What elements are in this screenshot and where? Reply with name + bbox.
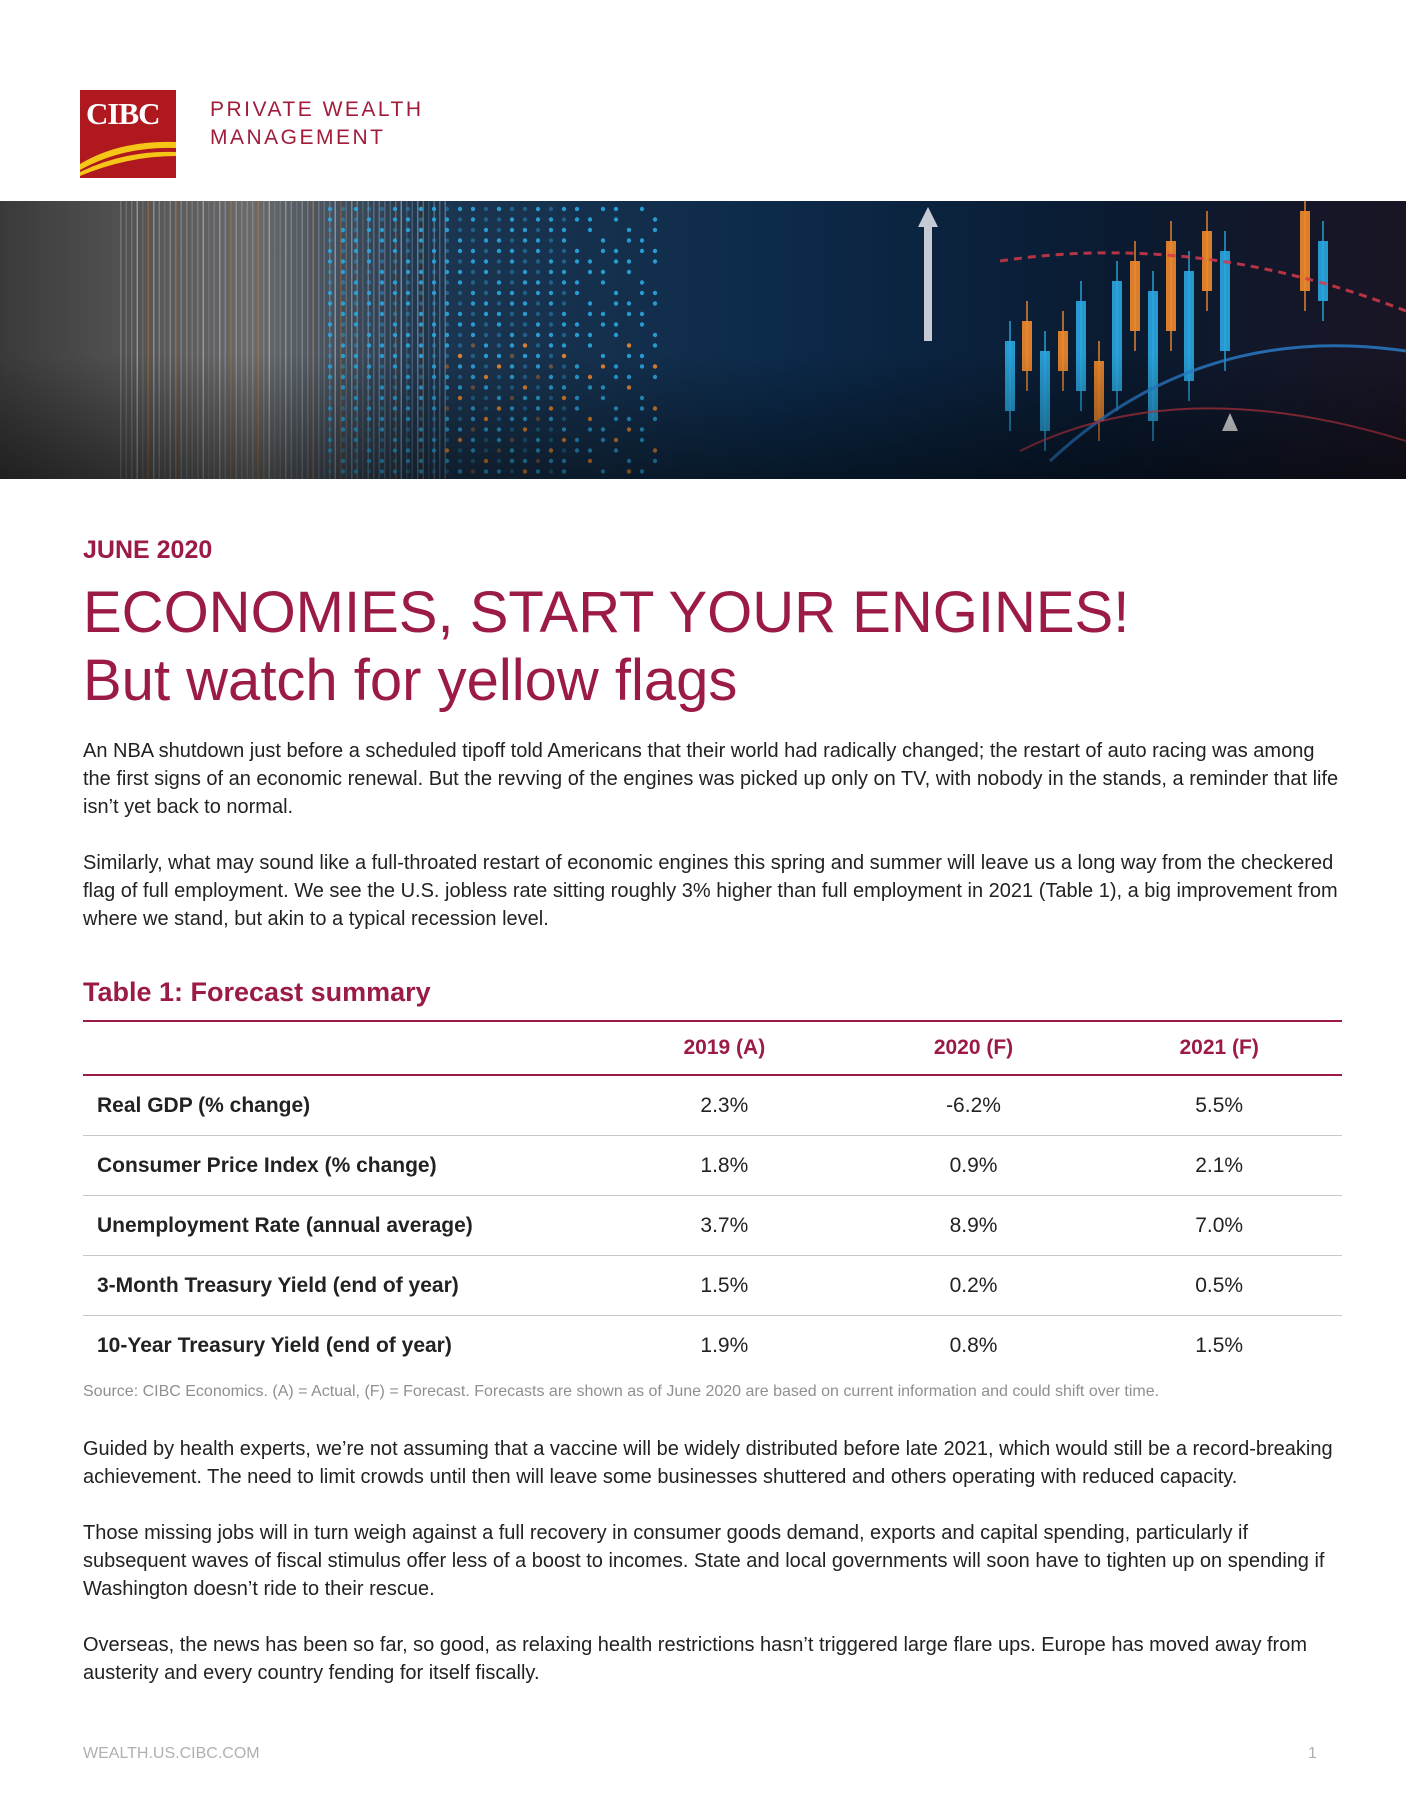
table-cell: 3.7% — [598, 1196, 851, 1256]
table-cell: 0.5% — [1096, 1256, 1342, 1316]
header-cell-blank — [83, 1021, 598, 1075]
table-source-note: Source: CIBC Economics. (A) = Actual, (F) = Forecast. Forecasts are shown as of June 2020 are based on current information and could shift over time. — [83, 1383, 1160, 1400]
brand-name — [210, 96, 424, 152]
table-cell: 0.9% — [851, 1136, 1097, 1196]
article-title — [83, 579, 1343, 715]
header-cell-2019: 2019 (A) — [598, 1021, 851, 1075]
table-row — [83, 1075, 1342, 1136]
table-cell: 0.2% — [851, 1256, 1097, 1316]
logo-text: CIBC — [86, 96, 160, 131]
paragraph-1: An NBA shutdown just before a scheduled tipoff told Americans that their world had radically changed; the restart of auto racing was among the first signs of an economic renewal. But the revving of the engines was picked up only on TV, with nobody in the stands, a reminder that life isn’t yet back to normal. — [83, 740, 1339, 818]
table-cell: 1.9% — [700, 1333, 749, 1357]
row-label: Real GDP (% change) — [83, 1075, 598, 1136]
paragraph-4: Those missing jobs will in turn weigh against a full recovery in consumer goods demand, exports and capital spending, particularly if subsequent waves of fiscal stimulus offer less of a boost to incomes. State and local governments will soon have to tighten up on spending if Washington doesn’t ride to their rescue. — [83, 1522, 1325, 1600]
header-cell-2020: 2020 (F) — [851, 1021, 1097, 1075]
table-cell: -6.2% — [851, 1075, 1097, 1136]
table-cell: 1.8% — [598, 1136, 851, 1196]
footer-website-link[interactable]: WEALTH.US.CIBC.COM — [83, 1745, 260, 1762]
table-cell: 1.5% — [1195, 1333, 1244, 1357]
cibc-logo[interactable] — [80, 90, 176, 178]
table-cell: 5.5% — [1096, 1075, 1342, 1136]
row-label: 10-Year Treasury Yield (end of year) — [97, 1333, 452, 1357]
table-cell: 2.3% — [598, 1075, 851, 1136]
issue-date: JUNE 2020 — [83, 536, 213, 564]
table-header-row — [83, 1021, 1342, 1075]
row-label: 3-Month Treasury Yield (end of year) — [83, 1256, 598, 1316]
table-row — [83, 1136, 1342, 1196]
table-cell: 0.8% — [949, 1333, 998, 1357]
header-cell-2021: 2021 (F) — [1096, 1021, 1342, 1075]
table-cell: 7.0% — [1096, 1196, 1342, 1256]
paragraph-5: Overseas, the news has been so far, so good, as relaxing health restrictions hasn’t triggered large flare ups. Europe has moved away from austerity and every country fending for itself fiscally. — [83, 1634, 1307, 1684]
row-label: Unemployment Rate (annual average) — [83, 1196, 598, 1256]
row-label: Consumer Price Index (% change) — [83, 1136, 598, 1196]
header-logo — [80, 90, 424, 178]
brand-line-2: MANAGEMENT — [210, 126, 386, 149]
brand-line-1: PRIVATE WEALTH — [210, 98, 424, 121]
table-cell: 1.5% — [598, 1256, 851, 1316]
table-row — [83, 1316, 1342, 1376]
paragraph-2: Similarly, what may sound like a full-throated restart of economic engines this spring and summer will leave us a long way from the checkered flag of full employment. We see the U.S. jobless rate sitting roughly 3% higher than full employment in 2021 (Table 1), a big improvement from where we stand, but akin to a typical recession level. — [83, 852, 1338, 930]
forecast-table — [83, 1020, 1342, 1375]
table-cell: 2.1% — [1096, 1136, 1342, 1196]
financial-chart-banner-image — [0, 201, 1406, 479]
page-number: 1 — [1308, 1745, 1317, 1762]
hero-banner-image — [0, 201, 1406, 479]
article-body — [83, 536, 1343, 1687]
table-title: Table 1: Forecast summary — [83, 977, 431, 1007]
logo-swoosh-icon — [80, 134, 176, 178]
table-row — [83, 1196, 1342, 1256]
table-cell: 8.9% — [851, 1196, 1097, 1256]
title-line-1: ECONOMIES, START YOUR ENGINES! — [83, 580, 1130, 645]
paragraph-3: Guided by health experts, we’re not assuming that a vaccine will be widely distributed before late 2021, which would still be a record-breaking achievement. The need to limit crowds until then will leave some businesses shuttered and others operating with reduced capacity. — [83, 1438, 1333, 1488]
title-subtitle: But watch for yellow flags — [83, 648, 738, 713]
table-row — [83, 1256, 1342, 1316]
